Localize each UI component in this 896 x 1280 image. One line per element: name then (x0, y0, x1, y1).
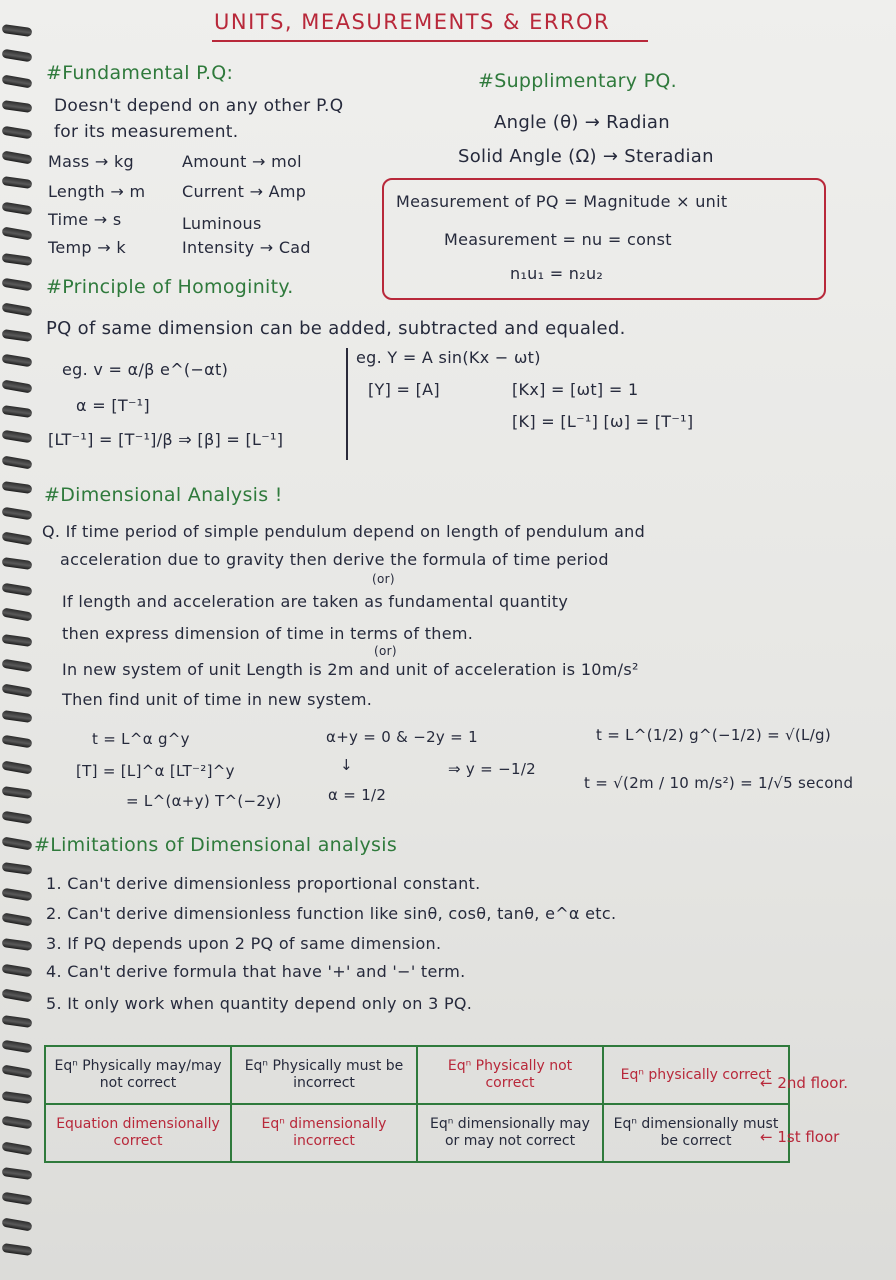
binding-ring (1, 278, 32, 292)
or-note-1: (or) (372, 572, 395, 586)
binding-ring (1, 1192, 32, 1206)
first-floor-label: ← 1st floor (760, 1128, 840, 1146)
dimensional-heading: #Dimensional Analysis ! (44, 484, 283, 506)
binding-ring (1, 49, 32, 63)
homogeneity-right-2a: [Y] = [A] (368, 380, 440, 399)
table-cell: Eqⁿ Physically must be incorrect (231, 1046, 417, 1104)
binding-ring (1, 303, 32, 317)
limitation-5: 5. It only work when quantity depend only on 3 PQ. (46, 994, 473, 1013)
limitations-heading: #Limitations of Dimensional analysis (34, 834, 398, 856)
binding-ring (2, 634, 33, 647)
homogeneity-left-3: [LT⁻¹] = [T⁻¹]/β ⇒ [β] = [L⁻¹] (48, 430, 284, 449)
fundamental-line1: Doesn't depend on any other P.Q (54, 96, 344, 116)
binding-ring (1, 354, 32, 368)
binding-ring (1, 74, 32, 88)
limitation-2: 2. Can't derive dimensionless function like sinθ, cosθ, tanθ, e^α etc. (46, 904, 617, 923)
title-underline (212, 40, 648, 42)
binding-ring (1, 531, 32, 545)
second-floor-label: ← 2nd floor. (760, 1074, 849, 1092)
unit-row-3a: Time → s (48, 210, 122, 229)
measurement-line3: n₁u₁ = n₂u₂ (510, 264, 604, 283)
table-cell: Eqⁿ physically correct (603, 1046, 789, 1104)
binding-ring (2, 176, 33, 189)
unit-row-1b: Amount → mol (182, 152, 302, 171)
fundamental-line2: for its measurement. (54, 122, 239, 142)
binding-ring (2, 253, 33, 266)
binding-ring (2, 557, 33, 570)
binding-ring (1, 760, 32, 774)
solution-step-8: t = L^(1/2) g^(−1/2) = √(L/g) (596, 726, 832, 744)
solution-step-1: t = L^α g^y (92, 730, 190, 748)
binding-ring (1, 150, 32, 164)
binding-ring (2, 24, 33, 37)
binding-ring (1, 125, 32, 139)
binding-ring (1, 964, 32, 978)
table-cell: Equation dimensionally correct (45, 1104, 231, 1162)
unit-row-2a: Length → m (48, 182, 146, 201)
homogeneity-statement: PQ of same dimension can be added, subtracted and equaled. (46, 318, 626, 339)
binding-ring (1, 455, 32, 469)
unit-row-3b: Luminous (182, 214, 262, 233)
table-cell: Eqⁿ dimensionally incorrect (231, 1104, 417, 1162)
supplementary-heading: #Supplimentary PQ. (478, 70, 677, 92)
binding-ring (1, 608, 32, 622)
binding-ring (1, 1141, 32, 1155)
homogeneity-right-3: [K] = [L⁻¹] [ω] = [T⁻¹] (512, 412, 694, 431)
question-line-1: Q. If time period of simple pendulum depend on length of pendulum and (42, 522, 646, 541)
table-cell: Eqⁿ dimensionally must be correct (603, 1104, 789, 1162)
binding-ring (1, 684, 32, 698)
fundamental-heading: #Fundamental P.Q: (46, 62, 234, 84)
solution-step-9: t = √(2m / 10 m/s²) = 1/√5 second (584, 774, 854, 792)
homogeneity-right-2b: [Kx] = [ωt] = 1 (512, 380, 639, 399)
binding-ring (1, 912, 32, 926)
binding-ring (1, 1065, 32, 1079)
binding-ring (2, 1243, 33, 1256)
solution-step-7: ⇒ y = −1/2 (448, 760, 537, 778)
question-line-6: Then find unit of time in new system. (62, 690, 373, 709)
binding-ring (1, 811, 32, 825)
binding-ring (1, 583, 32, 597)
binding-ring (2, 1015, 33, 1028)
supplementary-line2: Solid Angle (Ω) → Steradian (458, 146, 714, 167)
solution-step-6: α = 1/2 (328, 786, 387, 804)
question-line-2: acceleration due to gravity then derive the formula of time period (60, 550, 609, 569)
question-line-5: In new system of unit Length is 2m and unit of acceleration is 10m/s² (62, 660, 639, 679)
binding-ring (1, 989, 32, 1003)
limitation-4: 4. Can't derive formula that have '+' and '−' term. (46, 962, 466, 981)
binding-ring (2, 1091, 33, 1104)
unit-row-2b: Current → Amp (182, 182, 307, 201)
homogeneity-left-2: α = [T⁻¹] (76, 396, 150, 415)
page-title: UNITS, MEASUREMENTS & ERROR (214, 10, 611, 34)
binding-ring (1, 1217, 32, 1231)
table-row (45, 1046, 789, 1104)
unit-row-1a: Mass → kg (48, 152, 134, 171)
table-cell: Eqⁿ Physically may/may not correct (45, 1046, 231, 1104)
binding-ring (2, 786, 33, 799)
limitation-1: 1. Can't derive dimensionless proportional constant. (46, 874, 481, 893)
binding-ring (2, 1167, 33, 1180)
physical-dimensional-table (44, 1045, 790, 1163)
binding-ring (2, 405, 33, 418)
binding-ring (2, 100, 33, 113)
binding-ring (2, 710, 33, 723)
unit-row-4b: Intensity → Cad (182, 238, 311, 257)
unit-row-4a: Temp → k (48, 238, 126, 257)
binding-ring (1, 1040, 32, 1054)
solution-step-2: [T] = [L]^α [LT⁻²]^y (76, 762, 235, 780)
binding-ring (1, 379, 32, 393)
question-line-4: then express dimension of time in terms of them. (62, 624, 474, 643)
homogeneity-divider (346, 348, 348, 460)
homogeneity-left-1: eg. v = α/β e^(−αt) (62, 360, 229, 379)
table-cell: Eqⁿ dimensionally may or may not correct (417, 1104, 603, 1162)
binding-ring (1, 430, 32, 444)
solution-step-4: α+y = 0 & −2y = 1 (326, 728, 478, 746)
binding-ring (1, 659, 32, 673)
question-line-3: If length and acceleration are taken as fundamental quantity (62, 592, 569, 611)
homogeneity-right-1: eg. Y = A sin(Kx − ωt) (356, 348, 541, 367)
binding-ring (1, 1116, 32, 1130)
table-row (45, 1104, 789, 1162)
binding-ring (1, 836, 32, 850)
supplementary-line1: Angle (θ) → Radian (494, 112, 670, 133)
spiral-binding (0, 0, 44, 1280)
binding-ring (1, 506, 32, 520)
binding-ring (2, 481, 33, 494)
measurement-line1: Measurement of PQ = Magnitude × unit (396, 192, 728, 211)
solution-step-5: ↓ (340, 756, 353, 774)
or-note-2: (or) (374, 644, 397, 658)
limitation-3: 3. If PQ depends upon 2 PQ of same dimension. (46, 934, 442, 953)
binding-ring (1, 887, 32, 901)
solution-step-3: = L^(α+y) T^(−2y) (126, 792, 282, 810)
homogeneity-heading: #Principle of Homoginity. (46, 276, 294, 298)
binding-ring (2, 329, 33, 342)
measurement-line2: Measurement = nu = const (444, 230, 672, 249)
binding-ring (2, 938, 33, 951)
binding-ring (2, 862, 33, 875)
table-cell: Eqⁿ Physically not correct (417, 1046, 603, 1104)
binding-ring (1, 202, 32, 216)
binding-ring (1, 227, 32, 241)
binding-ring (1, 735, 32, 749)
